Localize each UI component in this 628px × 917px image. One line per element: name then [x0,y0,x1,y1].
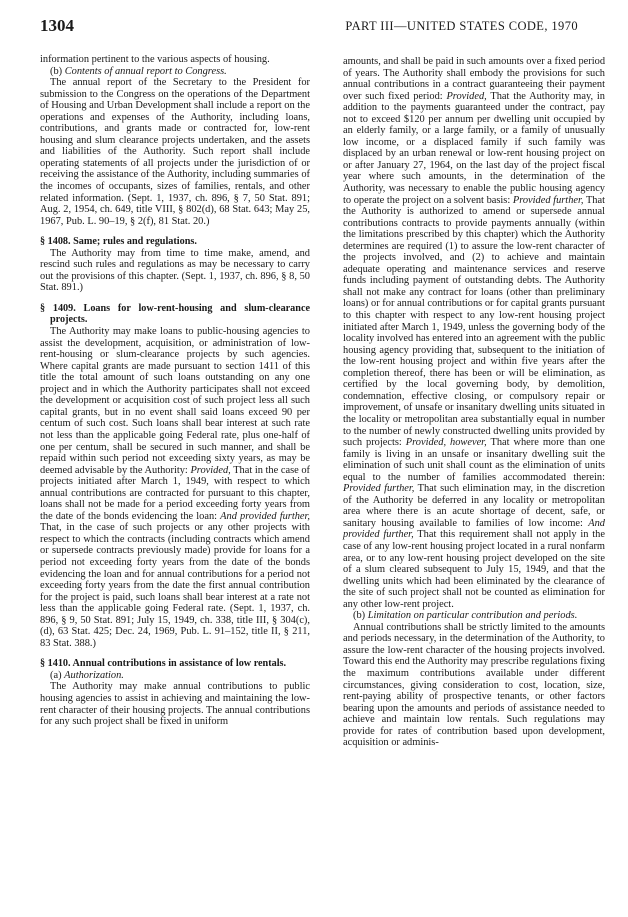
italic-proviso: Provided, [190,464,231,476]
subsection-b-heading [343,610,605,622]
subsection-title: Limitation on particular contribution and periods. [367,610,578,622]
limitation-paragraph: Annual contributions shall be strictly limited to the amounts and periods necessary, in the determination of the Authority, to assure the low-rent character of the housing projects involved. Toward this end the Authority may prescribe regulations fixing the maximum contributions available under different circumstances, giving consideration to cost, location, size, rent-paying ability of prospective tenants, or other factors bearing upon the amounts and periods of assistance needed to achieve and maintain low rentals. Such regulations may provide for rates of contribution based upon development, acquisition or adminis- [343,621,605,749]
text-run: That this requirement shall not apply in the case of any low-rent housing project located in a rural nonfarm area, or to any low-rent housing project developed on the site of a slum cleared subsequent to July 15, 1949, and that the dwelling units which had been eliminated by the clearance of the site of such project shall not be counted as elimination for any other low-rent project. [343,529,605,610]
section-1408-text: The Authority may from time to time make, amend, and rescind such rules and regulations as may be necessary to carry out the provisions of this chapter. (Sept. 1, 1937, ch. 896, § 8, 50 Stat. 891.) [40,247,310,294]
subsection-a-heading [40,670,310,682]
section-1409-heading: § 1409. Loans for low-rent-housing and slum-clearance projects. [40,302,310,326]
subsection-label: (a) [50,669,62,681]
subsection-label: (b) [353,610,366,622]
italic-proviso: And provided further, [343,517,605,541]
section-1409-text [40,326,310,649]
section-1410-heading: § 1410. Annual contributions in assistance of low rentals. [40,658,287,670]
italic-proviso: Provided, [446,90,487,102]
text-run: That the Authority may, in addition to the payments guaranteed under the contract, pay not to exceed $120 per annum per dwelling unit occupied by an elderly family, or a large family, or a family of unusually low income, or a displaced family if such family was displaced by an urban renewal or low-rent housing project on or after January 27, 1964, on the last day of the project fiscal year where such amounts, in the determination of the Authority, was necessary to enable the public housing agency to operate the project on a solvent basis: [343,90,605,206]
contributions-paragraph [343,56,605,610]
right-column [343,56,605,749]
section-1408-heading: § 1408. Same; rules and regulations. [40,236,197,248]
annual-report-paragraph: The annual report of the Secretary to the President for submission to the Congress on the operations of the Department of Housing and Urban Development shall include a report on the operations and expenses of the Authority, including loans, contributions, and grants made or contracted for, low-rent housing and slum clearance projects undertaken, and the assets and liabilities of the Authority. Such report shall include operating statements of all projects under the jurisdiction of or receiving the assistance of the Authority, including summaries of the incomes of occupants, sizes of families, rentals, and other related information. (Sept. 1, 1937, ch. 896, § 7, 50 Stat. 891; Aug. 2, 1954, ch. 649, title VIII, § 802(d), 68 Stat. 643; May 25, 1967, Pub. L. 90–19, § 2(f), 81 Stat. 20.) [40,77,310,227]
subsection-label: (b) [50,65,63,77]
text-run: That the Authority is authorized to amend or supersede annual contributions contracts to provide payments annually (within the limitations prescribed by this chapter) which the Authority determines are required (1) to assure the low-rent character of the projects involved, and (2) to achieve and maintain adequate operating and maintenance services and reserve funds including payment of outstanding debts. The Authority shall not make any contract for loans (other than preliminary loans) or for annual contributions or for capital grants pursuant to this chapter with respect to any low-rent housing project initiated after March 1, 1949, unless the governing body of the locality involved has entered into an agreement with the public housing agency providing that, subsequent to the initiation of the low-rent housing project and within five years after the completion thereof, there has been or will be elimination, as certified by the local governing body, by demolition, condemnation, effective closing, or compulsory repair or improvement, of unsafe or insanitary dwelling units situated in the locality or metropolitan area substantially equal in number to the number of newly constructed dwelling units provided by such projects: [343,194,605,449]
subsection-title: Contents of annual report to Congress. [64,65,227,77]
running-title: PART III—UNITED STATES CODE, 1970 [345,19,578,33]
page-number: 1304 [40,16,74,35]
paragraph-continued: information pertinent to the various aspects of housing. [40,54,270,65]
text-run: That where more than one family is living in an unsafe or insanitary dwelling suit the elimination of such unit shall count as the elimination of units equal to the number of families accommodated therein: [343,437,605,483]
subsection-b-heading [40,66,310,78]
italic-proviso: Provided further, [512,194,584,206]
italic-proviso: Provided, however, [405,437,487,449]
text-run: That such elimination may, in the discretion of the Authority be deferred in any locality or metropolitan area where there is an acute shortage of decent, safe, or sanitary housing available to families of low income: [343,483,606,529]
text-run: That, in the case of such projects or any other projects with respect to which the contracts (including contracts which amend or supersede contracts previously made) provide for loans for a period not exceeding forty years from the date of the bonds evidencing the loan and for annual contributions for a period not exceeding forty years from the date the first annual contribution for the project is paid, such loans shall bear interest at a rate not less than the applicable going Federal rate. (Sept. 1, 1937, ch. 896, § 9, 50 Stat. 891; July 15, 1949, ch. 338, title III, § 304(c), (d), 63 Stat. 425; Dec. 24, 1969, Pub. L. 91–152, title II, § 211, 83 Stat. 388.) [40,522,310,649]
page-header [40,16,600,36]
italic-proviso: Provided further, [343,483,415,495]
text-run: That in the case of projects initiated after March 1, 1949, with respect to which annual contributions are contracted for pursuant to this chapter, loans shall not be made for a period exceeding forty years from the date of the bonds evidencing the loan: [40,464,310,522]
left-column [40,54,310,728]
text-run: amounts, and shall be paid in such amounts over a fixed period of years. The Authority shall embody the provisions for such annual contributions in a contract guaranteeing their payment over such fixed period: [343,56,606,102]
authorization-paragraph: The Authority may make annual contributions to public housing agencies to assist in achieving and maintaining the low-rent character of their housing projects. The annual contributions for any such project shall be fixed in uniform [40,681,310,728]
subsection-title: Authorization. [64,669,124,681]
italic-proviso: And provided further, [220,510,310,522]
text-run: The Authority may make loans to public-housing agencies to assist the development, acquisition, or administration of low-rent-housing or slum-clearance projects by such agencies. Where capital grants are made pursuant to section 1411 of this title the total amount of such loans outstanding on any one project and in which the Authority participates shall not exceed the development or acquisition cost of such project less all such capital grants, but in no event shall said loans exceed 90 per centum of such cost. Such loans shall bear interest at such rate not less than the applicable going Federal rate, plus one-half of one per centum, shall be secured in such manner, and shall be repaid within such period not exceeding sixty years, as may be deemed advisable by the Authority: [40,326,310,476]
